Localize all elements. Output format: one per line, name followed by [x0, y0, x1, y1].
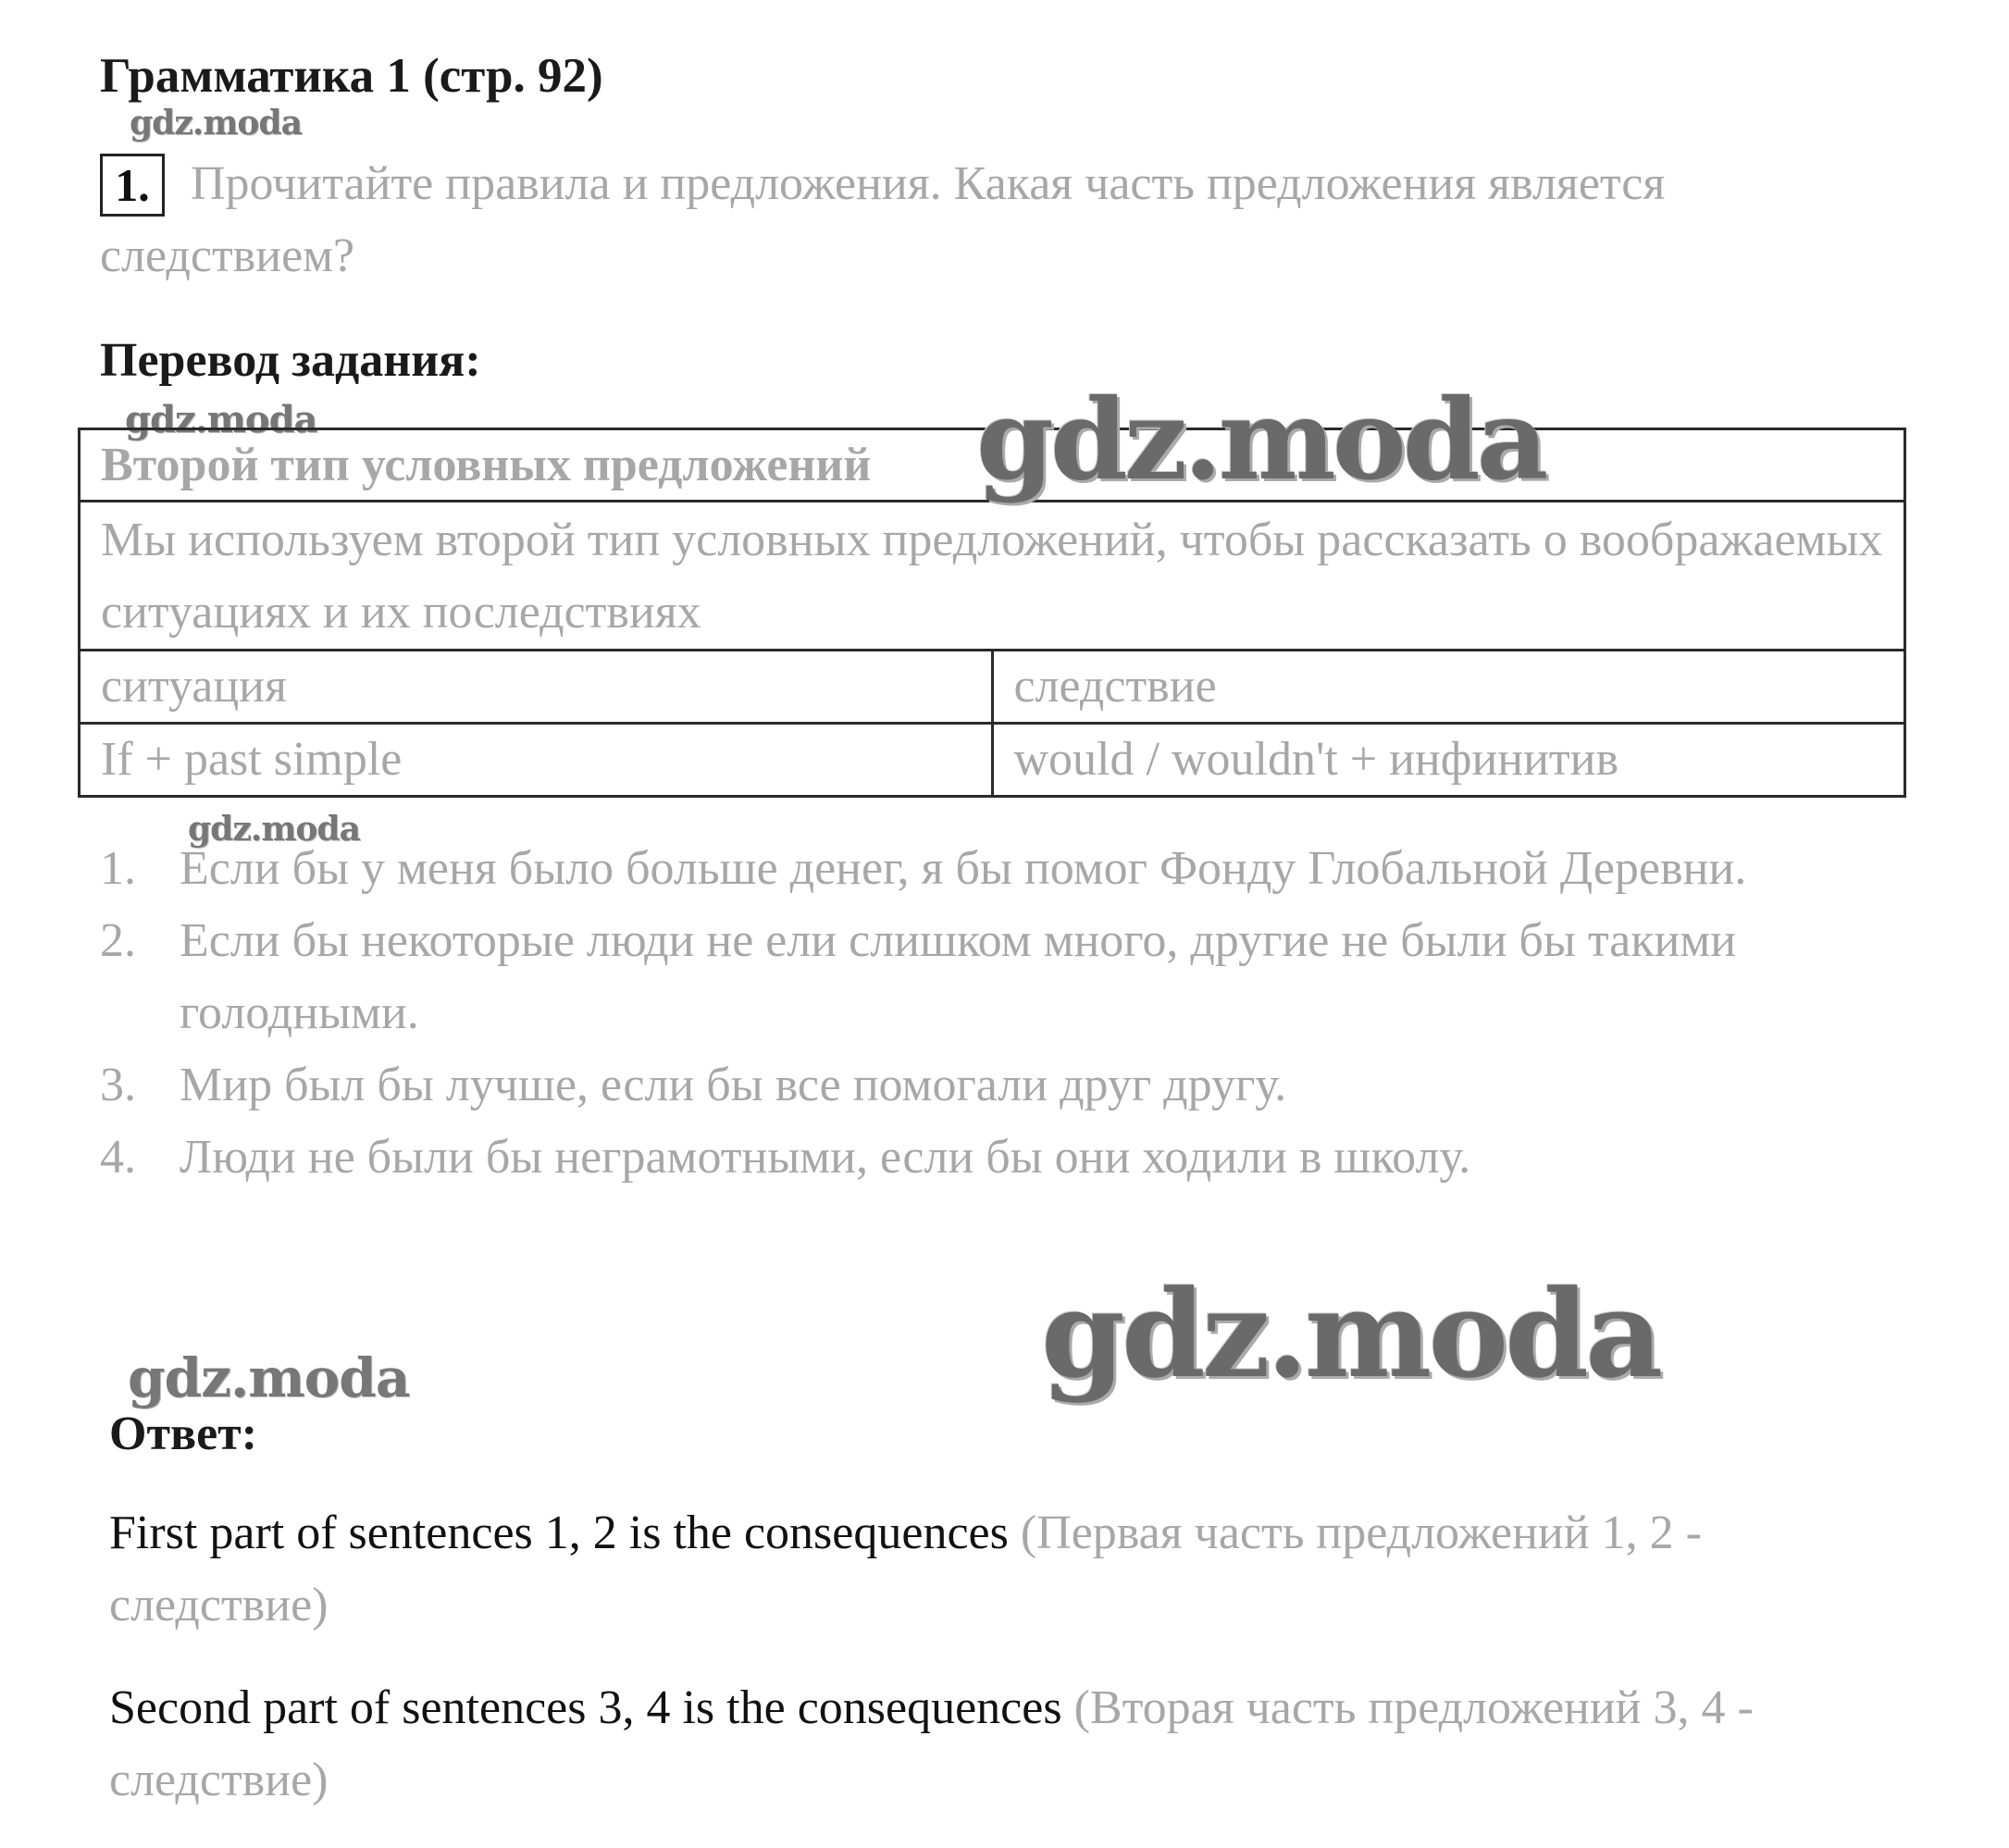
task-block: [100, 148, 1914, 292]
translation-heading: Перевод задания:: [100, 334, 481, 387]
answer-2: [109, 1672, 1923, 1817]
answer-1-english: First part of sentences 1, 2 is the consequences: [109, 1507, 1009, 1559]
watermark: gdz.moda: [1041, 1263, 1660, 1405]
list-item: 3. Мир был бы лучше, если бы все помогали друг другу.: [100, 1059, 1287, 1111]
watermark: gdz.moda: [976, 375, 1545, 505]
answer-1-translation: (Первая часть предложений 1, 2 - следствие): [109, 1507, 1702, 1631]
watermark: gdz.moda: [128, 1346, 410, 1409]
rule-table-cell-consequence: would / wouldn't + инфинитив: [992, 724, 1905, 797]
answer-1: [109, 1497, 1923, 1642]
task-text: Прочитайте правила и предложения. Какая часть предложения является следствием?: [100, 157, 1666, 282]
rule-table-column-situation: ситуация: [80, 651, 993, 724]
list-item: 2. Если бы некоторые люди не ели слишком много, другие не были бы такими голодными.: [100, 914, 1737, 1039]
rule-table-column-consequence: следствие: [992, 651, 1905, 724]
watermark: gdz.moda: [188, 810, 360, 849]
answer-2-english: Second part of sentences 3, 4 is the consequences: [109, 1681, 1062, 1734]
list-item: 4. Люди не были бы неграмотными, если бы они ходили в школу.: [100, 1131, 1471, 1184]
answer-2-translation: (Вторая часть предложений 3, 4 - следствие): [109, 1681, 1754, 1806]
task-number: 1.: [100, 154, 165, 217]
rule-table-heading: Второй тип условных предложений: [80, 429, 1905, 502]
rule-table-cell-situation: If + past simple: [80, 724, 993, 797]
watermark: gdz.moda: [130, 104, 302, 143]
page-title: Грамматика 1 (стр. 92): [100, 49, 603, 103]
rule-table-description: Мы используем второй тип условных предложений, чтобы рассказать о воображаемых ситуациях и их последствиях: [80, 502, 1905, 651]
list-item: 1. Если бы у меня было больше денег, я бы помог Фонду Глобальной Деревни.: [100, 842, 1747, 895]
answer-heading: Ответ:: [109, 1408, 258, 1460]
sentence-list: [100, 833, 1914, 1194]
watermark: gdz.moda: [125, 398, 317, 441]
